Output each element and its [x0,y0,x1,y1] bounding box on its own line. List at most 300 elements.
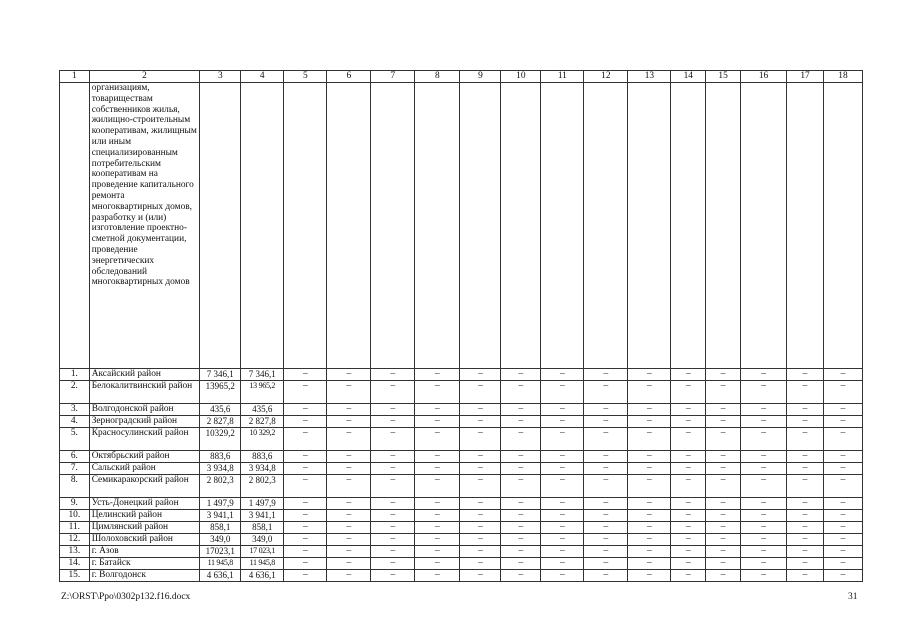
dash-cell: – [284,416,327,428]
district-name: г. Азов [89,546,200,558]
dash-cell: – [706,451,741,463]
dash-cell: – [628,475,671,498]
dash-cell: – [501,534,541,546]
dash-cell: – [823,381,862,404]
dash-cell: – [787,546,824,558]
dash-cell: – [787,570,824,582]
dash-cell: – [371,381,415,404]
column-number-10: 10 [501,71,541,83]
dash-cell: – [787,522,824,534]
dash-cell: – [671,404,706,416]
dash-cell: – [671,546,706,558]
column-number-13: 13 [628,71,671,83]
dash-cell: – [371,369,415,381]
dash-cell: – [371,404,415,416]
dash-cell: – [371,451,415,463]
table-row [60,570,863,582]
dash-cell: – [284,522,327,534]
row-number: 8. [60,475,90,498]
row-number: 4. [60,416,90,428]
dash-cell: – [460,463,501,475]
dash-cell: – [823,475,862,498]
dash-cell: – [823,463,862,475]
dash-cell: – [541,498,584,510]
dash-cell: – [671,369,706,381]
dash-cell: – [501,558,541,570]
dash-cell: – [671,416,706,428]
dash-cell: – [741,381,787,404]
dash-cell: – [628,428,671,451]
footer-page-number: 31 [848,592,858,602]
table-row [60,522,863,534]
dash-cell: – [327,534,371,546]
value-col4: 2 827,8 [241,416,284,428]
value-col4: 13 965,2 [241,381,284,404]
dash-cell: – [823,510,862,522]
row-number: 9. [60,498,90,510]
value-col3: 435,6 [200,404,241,416]
column-number-4: 4 [241,71,284,83]
dash-cell: – [741,428,787,451]
dash-cell: – [460,416,501,428]
dash-cell: – [584,451,628,463]
dash-cell: – [501,475,541,498]
district-name: Аксайский район [89,369,200,381]
dash-cell: – [628,404,671,416]
value-col4: 3 934,8 [241,463,284,475]
empty-cell [327,83,371,369]
dash-cell: – [541,534,584,546]
dash-cell: – [706,404,741,416]
value-col4: 349,0 [241,534,284,546]
dash-cell: – [584,534,628,546]
dash-cell: – [415,451,460,463]
dash-cell: – [460,546,501,558]
column-number-18: 18 [823,71,862,83]
empty-cell [671,83,706,369]
column-number-15: 15 [706,71,741,83]
column-number-5: 5 [284,71,327,83]
dash-cell: – [501,463,541,475]
district-name: г. Волгодонск [89,570,200,582]
dash-cell: – [284,510,327,522]
dash-cell: – [541,463,584,475]
district-name: Красносулинский район [89,428,200,451]
row-number: 1. [60,369,90,381]
dash-cell: – [327,416,371,428]
dash-cell: – [501,546,541,558]
column-number-8: 8 [415,71,460,83]
dash-cell: – [584,463,628,475]
dash-cell: – [628,381,671,404]
dash-cell: – [584,416,628,428]
district-name: Белокалитвинский район [89,381,200,404]
dash-cell: – [706,570,741,582]
dash-cell: – [415,416,460,428]
empty-cell [460,83,501,369]
dash-cell: – [460,510,501,522]
value-col4: 7 346,1 [241,369,284,381]
empty-cell [501,83,541,369]
dash-cell: – [327,558,371,570]
dash-cell: – [584,428,628,451]
dash-cell: – [284,451,327,463]
dash-cell: – [628,558,671,570]
dash-cell: – [415,404,460,416]
dash-cell: – [706,463,741,475]
district-name: Семикаракорский район [89,475,200,498]
dash-cell: – [541,416,584,428]
district-name: Зерноградский район [89,416,200,428]
column-number-2: 2 [89,71,200,83]
dash-cell: – [501,451,541,463]
dash-cell: – [284,369,327,381]
dash-cell: – [371,475,415,498]
table-row [60,369,863,381]
dash-cell: – [671,498,706,510]
dash-cell: – [584,522,628,534]
table-row [60,381,863,404]
table-row [60,546,863,558]
value-col4: 858,1 [241,522,284,534]
value-col4: 11 945,8 [241,558,284,570]
dash-cell: – [327,381,371,404]
dash-cell: – [628,534,671,546]
value-col4: 1 497,9 [241,498,284,510]
district-name: Октябрьский район [89,451,200,463]
column-number-3: 3 [200,71,241,83]
table-row [60,451,863,463]
dash-cell: – [327,369,371,381]
dash-cell: – [371,510,415,522]
row-number: 7. [60,463,90,475]
column-number-16: 16 [741,71,787,83]
district-name: Целинский район [89,510,200,522]
dash-cell: – [371,428,415,451]
value-col3: 2 827,8 [200,416,241,428]
dash-cell: – [628,510,671,522]
dash-cell: – [541,558,584,570]
table-row [60,404,863,416]
dash-cell: – [541,570,584,582]
dash-cell: – [706,475,741,498]
value-col3: 3 941,1 [200,510,241,522]
dash-cell: – [741,534,787,546]
dash-cell: – [415,570,460,582]
dash-cell: – [415,546,460,558]
dash-cell: – [460,381,501,404]
column-number-7: 7 [371,71,415,83]
dash-cell: – [823,570,862,582]
dash-cell: – [327,463,371,475]
dash-cell: – [671,534,706,546]
dash-cell: – [823,546,862,558]
dash-cell: – [541,381,584,404]
value-col3: 1 497,9 [200,498,241,510]
district-name: Шолоховский район [89,534,200,546]
column-number-17: 17 [787,71,824,83]
value-col3: 10329,2 [200,428,241,451]
dash-cell: – [460,428,501,451]
column-number-12: 12 [584,71,628,83]
district-name: Сальский район [89,463,200,475]
dash-cell: – [706,416,741,428]
dash-cell: – [415,463,460,475]
dash-cell: – [628,498,671,510]
dash-cell: – [284,463,327,475]
dash-cell: – [671,428,706,451]
column-number-9: 9 [460,71,501,83]
dash-cell: – [584,558,628,570]
dash-cell: – [584,475,628,498]
dash-cell: – [460,534,501,546]
dash-cell: – [787,451,824,463]
dash-cell: – [460,451,501,463]
dash-cell: – [415,510,460,522]
dash-cell: – [823,416,862,428]
value-col3: 883,6 [200,451,241,463]
empty-cell [628,83,671,369]
dash-cell: – [460,522,501,534]
dash-cell: – [541,369,584,381]
dash-cell: – [541,546,584,558]
dash-cell: – [584,381,628,404]
empty-cell [541,83,584,369]
dash-cell: – [415,558,460,570]
dash-cell: – [415,498,460,510]
dash-cell: – [706,546,741,558]
row-number: 6. [60,451,90,463]
dash-cell: – [823,522,862,534]
value-col4: 17 023,1 [241,546,284,558]
empty-cell [706,83,741,369]
value-col4: 883,6 [241,451,284,463]
value-col3: 13965,2 [200,381,241,404]
empty-cell [284,83,327,369]
value-col4: 4 636,1 [241,570,284,582]
dash-cell: – [460,475,501,498]
empty-cell [415,83,460,369]
dash-cell: – [284,404,327,416]
dash-cell: – [671,522,706,534]
dash-cell: – [823,369,862,381]
dash-cell: – [584,369,628,381]
dash-cell: – [706,381,741,404]
value-col3: 4 636,1 [200,570,241,582]
dash-cell: – [327,498,371,510]
value-col4: 10 329,2 [241,428,284,451]
column-number-row [60,71,863,83]
table-row [60,498,863,510]
dash-cell: – [371,416,415,428]
dash-cell: – [628,546,671,558]
dash-cell: – [460,558,501,570]
dash-cell: – [706,510,741,522]
dash-cell: – [741,498,787,510]
dash-cell: – [706,428,741,451]
value-col3: 349,0 [200,534,241,546]
empty-cell [584,83,628,369]
dash-cell: – [284,546,327,558]
district-name: г. Батайск [89,558,200,570]
dash-cell: – [327,404,371,416]
dash-cell: – [371,570,415,582]
table-row [60,428,863,451]
dash-cell: – [741,546,787,558]
dash-cell: – [787,475,824,498]
empty-cell [741,83,787,369]
dash-cell: – [584,546,628,558]
dash-cell: – [671,510,706,522]
dash-cell: – [415,475,460,498]
district-name: Волгодонской район [89,404,200,416]
dash-cell: – [671,475,706,498]
dash-cell: – [787,463,824,475]
value-col3: 7 346,1 [200,369,241,381]
dash-cell: – [628,416,671,428]
district-name: Цимлянский район [89,522,200,534]
dash-cell: – [327,451,371,463]
dash-cell: – [501,404,541,416]
table-row [60,416,863,428]
value-col3: 17023,1 [200,546,241,558]
dash-cell: – [327,522,371,534]
dash-cell: – [787,381,824,404]
column-number-11: 11 [541,71,584,83]
dash-cell: – [501,381,541,404]
dash-cell: – [541,451,584,463]
dash-cell: – [415,428,460,451]
dash-cell: – [787,498,824,510]
dash-cell: – [741,475,787,498]
dash-cell: – [501,369,541,381]
dash-cell: – [741,570,787,582]
dash-cell: – [371,522,415,534]
dash-cell: – [501,522,541,534]
dash-cell: – [706,522,741,534]
dash-cell: – [741,451,787,463]
value-col3: 2 802,3 [200,475,241,498]
row-number: 15. [60,570,90,582]
dash-cell: – [371,534,415,546]
column-number-1: 1 [60,71,90,83]
dash-cell: – [787,369,824,381]
dash-cell: – [823,498,862,510]
dash-cell: – [284,570,327,582]
dash-cell: – [741,416,787,428]
description-row [60,83,863,369]
column-number-6: 6 [327,71,371,83]
dash-cell: – [628,522,671,534]
dash-cell: – [671,463,706,475]
budget-table [59,70,863,582]
dash-cell: – [327,428,371,451]
district-name: Усть-Донецкий район [89,498,200,510]
dash-cell: – [541,475,584,498]
dash-cell: – [787,558,824,570]
value-col4: 435,6 [241,404,284,416]
dash-cell: – [327,570,371,582]
dash-cell: – [541,404,584,416]
dash-cell: – [541,510,584,522]
value-col4: 2 802,3 [241,475,284,498]
empty-cell [200,83,241,369]
value-col3: 858,1 [200,522,241,534]
dash-cell: – [541,522,584,534]
dash-cell: – [823,428,862,451]
dash-cell: – [371,546,415,558]
table-row [60,558,863,570]
dash-cell: – [584,498,628,510]
dash-cell: – [628,570,671,582]
row-number: 5. [60,428,90,451]
dash-cell: – [501,416,541,428]
empty-cell [371,83,415,369]
empty-cell [241,83,284,369]
table-row [60,463,863,475]
column-number-14: 14 [671,71,706,83]
dash-cell: – [501,498,541,510]
row-number: 14. [60,558,90,570]
dash-cell: – [284,498,327,510]
dash-cell: – [628,369,671,381]
dash-cell: – [823,404,862,416]
dash-cell: – [706,369,741,381]
dash-cell: – [706,534,741,546]
value-col3: 3 934,8 [200,463,241,475]
dash-cell: – [628,463,671,475]
dash-cell: – [284,381,327,404]
dash-cell: – [371,558,415,570]
dash-cell: – [371,498,415,510]
row-number: 12. [60,534,90,546]
dash-cell: – [541,428,584,451]
dash-cell: – [787,534,824,546]
dash-cell: – [628,451,671,463]
dash-cell: – [671,451,706,463]
description-cell: организациям, товариществам собственников жилья, жилищно-строительным кооперативам, жилищным или иным специализированным потребительским кооперативам на проведение капитального ремонта многоквартирных домов, разработку и (или) изготовление проектно-сметной документации, проведение энергетических обследований многоквартирных домов [89,83,200,369]
dash-cell: – [671,570,706,582]
dash-cell: – [501,570,541,582]
dash-cell: – [741,404,787,416]
dash-cell: – [823,534,862,546]
row-number: 10. [60,510,90,522]
dash-cell: – [584,404,628,416]
dash-cell: – [787,404,824,416]
dash-cell: – [584,510,628,522]
dash-cell: – [741,369,787,381]
dash-cell: – [706,498,741,510]
table-row [60,510,863,522]
dash-cell: – [501,510,541,522]
empty-cell [823,83,862,369]
footer-file-path: Z:\ORST\Ppo\0302p132.f16.docx [61,592,191,602]
dash-cell: – [415,522,460,534]
row-number: 11. [60,522,90,534]
dash-cell: – [787,428,824,451]
dash-cell: – [327,475,371,498]
dash-cell: – [787,510,824,522]
row-number: 2. [60,381,90,404]
dash-cell: – [415,369,460,381]
dash-cell: – [371,463,415,475]
dash-cell: – [741,558,787,570]
dash-cell: – [706,558,741,570]
dash-cell: – [671,381,706,404]
row-number: 13. [60,546,90,558]
dash-cell: – [460,570,501,582]
dash-cell: – [741,510,787,522]
